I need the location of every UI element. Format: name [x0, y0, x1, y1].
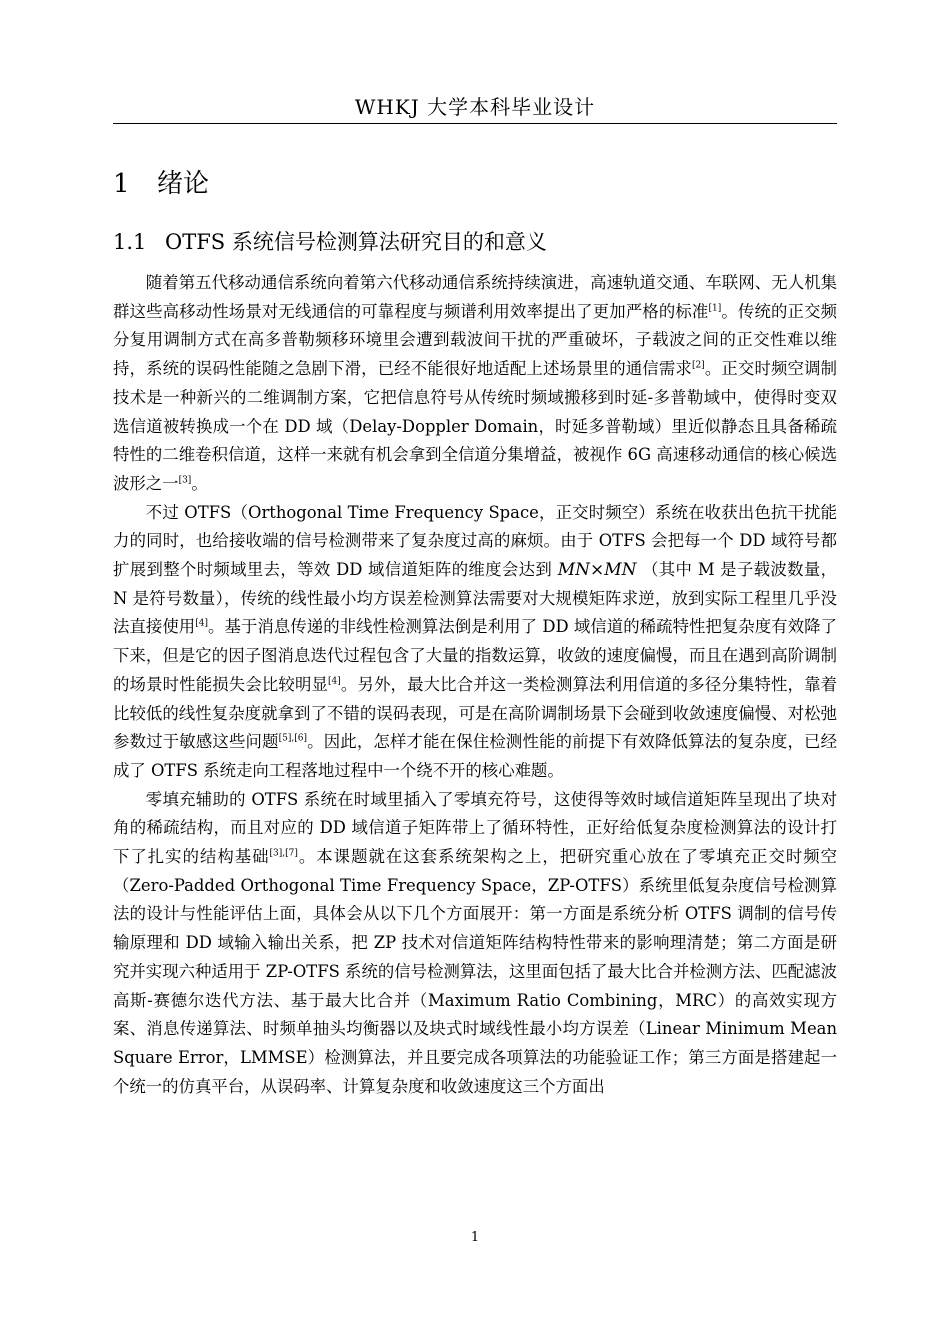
- body-text: [113, 269, 837, 1101]
- chapter-title: 绪论: [157, 169, 210, 199]
- paragraph-text: 。正交时频空调制技术是一种新兴的二维调制方案，它把信息符号从传统时频域搬移到时延-多普勒域中，使得时变双选信道被转换成一个在 DD 域（Delay-Doppler Domain，时延多普勒域）里近似静态且具备稀疏特性的二维卷积信道，这样一来就有机会拿到全信道分集增益，被视作 6G 高速移动通信的核心候选波形之一: [113, 359, 838, 493]
- paragraph-text: 随着第五代移动通信系统向着第六代移动通信系统持续演进，高速轨道交通、车联网、无人机集群这些高移动性场景对无线通信的可靠程度与频谱利用效率提出了更加严格的标准: [113, 273, 837, 321]
- paragraph-text: 。传统的正交频分复用调制方式在高多普勒频移环境里会遭到载波间干扰的严重破坏，子载波之间的正交性难以维持，系统的误码性能随之急剧下滑，已经不能很好地适配上述场景里的通信需求: [113, 301, 838, 379]
- paragraph-text: 。另外，最大比合并这一类检测算法利用信道的多径分集特性，靠着比较低的线性复杂度就拿到了不错的误码表现，可是在高阶调制场景下会碰到收敛速度偏慢、对松弛参数过于敏感这些问题: [113, 674, 838, 752]
- citation: [1]: [708, 303, 722, 314]
- paragraph-text: 。基于消息传递的非线性检测算法倒是利用了 DD 域信道的稀疏特性把复杂度有效降了下来，但是它的因子图消息迭代过程包含了大量的指数运算，收敛的速度偏慢，而且在遇到高阶调制的场景时性能损失会比较明显: [113, 617, 838, 694]
- citation: [5],[6]: [278, 733, 307, 744]
- paragraph-text: 不过 OTFS（Orthogonal Time Frequency Space，正交时频空）系统在收获出色抗干扰能力的同时，也给接收端的信号检测带来了复杂度过高的麻烦。由于 OTFS 会把每一个 DD 域符号都扩展到整个时频域里去，等效 DD 域信道矩阵的维度会达到: [113, 502, 837, 580]
- paragraph-text: 。因此，怎样才能在保住检测性能的前提下有效降低算法的复杂度，已经成了 OTFS 系统走向工程落地过程中一个绕不开的核心难题。: [113, 732, 838, 780]
- paragraph-text: 零填充辅助的 OTFS 系统在时域里插入了零填充符号，这使得等效时域信道矩阵呈现出了块对角的稀疏结构，而且对应的 DD 域信道子矩阵带上了循环特性，正好给低复杂度检测算法的设计打下了扎实的结构基础: [113, 789, 837, 867]
- paragraph-text: 。本课题就在这套系统架构之上，把研究重心放在了零填充正交时频空（Zero-Padded Orthogonal Time Frequency Space，ZP-OTFS）系统里低复杂度信号检测算法的设计与性能评估上面，具体会从以下几个方面展开：第一方面是系统分析 OTFS 调制的信号传输原理和 DD 域输入输出关系，把 ZP 技术对信道矩阵结构特性带来的影响理清楚；第二方面是研究并实现六种适用于 ZP-OTFS 系统的信号检测算法，这里面包括了最大比合并检测方法、匹配滤波高斯-赛德尔迭代方法、基于最大比合并（Maximum Ratio Combining，MRC）的高效实现方案、消息传递算法、时频单抽头均衡器以及块式时域线性最小均方误差（Linear Minimum Mean Square Error，LMMSE）检测算法，并且要完成各项算法的功能验证工作；第三方面是搭建起一个统一的仿真平台，从误码率、计算复杂度和收敛速度这三个方面出: [113, 847, 838, 1096]
- header-title: WHKJ 大学本科毕业设计: [354, 95, 596, 119]
- citation: [2]: [691, 360, 705, 371]
- section-number: 1.1: [113, 230, 147, 254]
- citation: [3]: [178, 475, 192, 486]
- paragraph-text: （其中 M 是子载波数量，N 是符号数量），传统的线性最小均方误差检测算法需要对大规模矩阵求逆，放到实际工程里几乎没法直接使用: [113, 560, 837, 637]
- paragraph-3: [113, 786, 837, 1102]
- chapter-number: 1: [113, 169, 130, 199]
- section-title: OTFS 系统信号检测算法研究目的和意义: [165, 230, 547, 254]
- chapter-heading: [113, 166, 209, 202]
- page-number: 1: [470, 1230, 480, 1245]
- citation: [4]: [195, 618, 208, 629]
- paragraph-1: [113, 269, 837, 499]
- paragraph-2: [113, 499, 837, 786]
- page-footer: [0, 1230, 950, 1245]
- citation: [4]: [328, 676, 341, 687]
- section-heading: [113, 227, 547, 257]
- paragraph-text: 。: [191, 473, 208, 493]
- math-expression: MN×MN: [557, 560, 637, 581]
- citation: [3],[7]: [269, 848, 298, 859]
- page-header: [113, 93, 837, 124]
